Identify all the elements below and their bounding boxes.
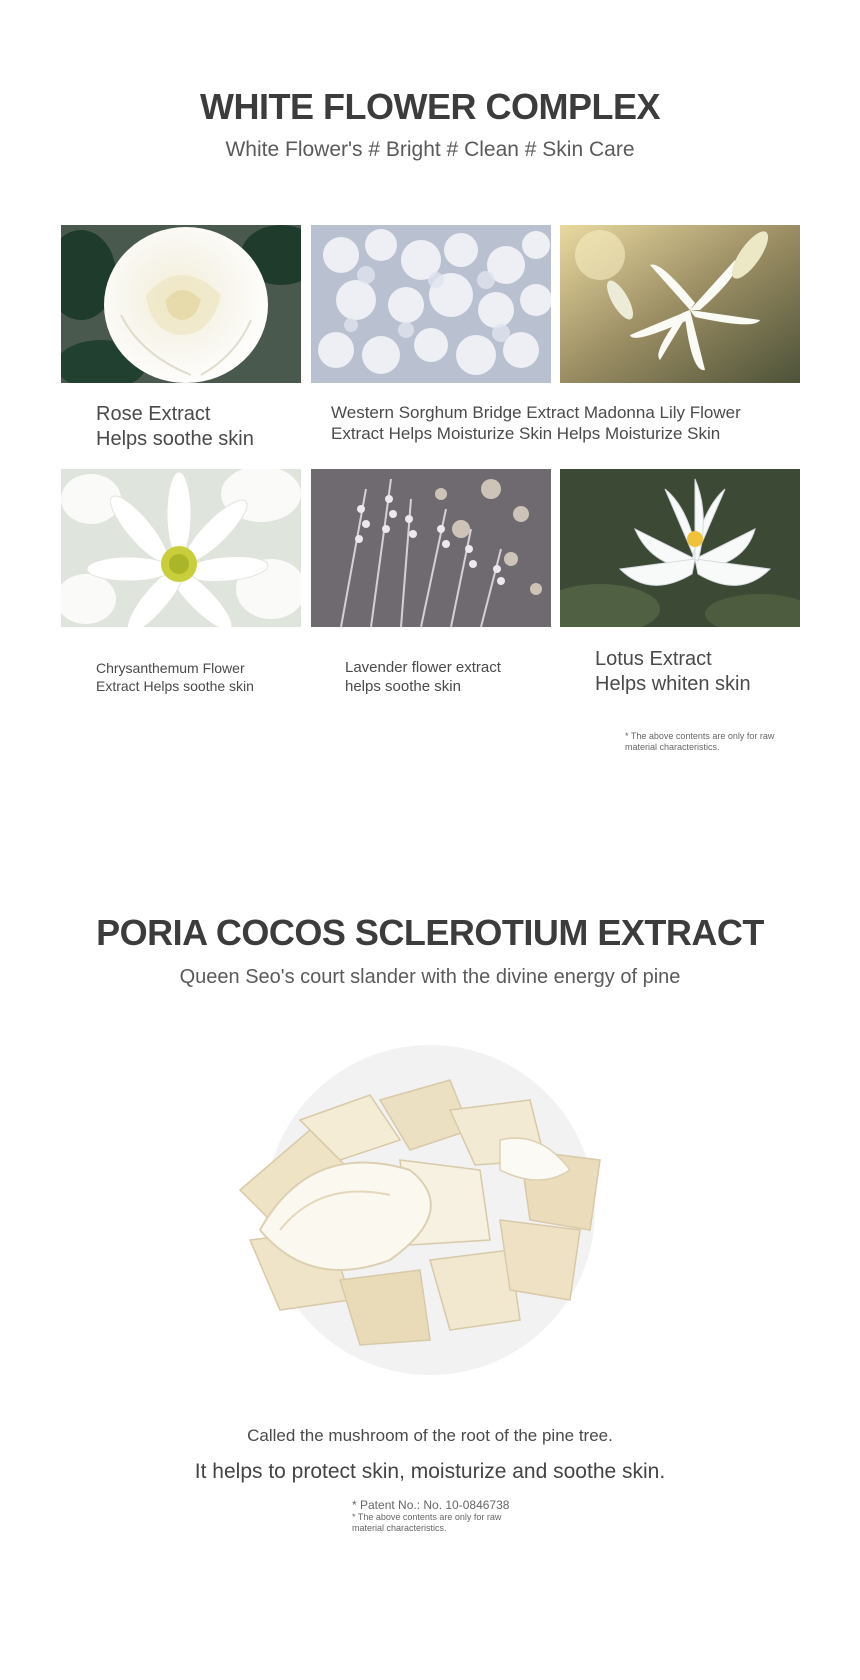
lavender-image xyxy=(311,469,551,627)
section2-note-line2: material characteristics. xyxy=(352,1522,447,1533)
lavender-caption-line1: Lavender flower extract xyxy=(345,659,501,676)
section2-note-line1: * The above contents are only for raw xyxy=(352,1512,502,1522)
lavender-caption xyxy=(345,659,501,697)
hydrangea-image xyxy=(311,225,551,383)
sorghum-lily-caption xyxy=(331,402,741,445)
rose-caption-line1: Rose Extract xyxy=(96,403,211,425)
sorghum-lily-caption-line1: Western Sorghum Bridge Extract Madonna Lily Flower xyxy=(331,403,741,422)
poria-image xyxy=(200,1040,660,1380)
chrysanthemum-caption-line2: Extract Helps soothe skin xyxy=(96,677,254,694)
chrysanthemum-caption-line1: Chrysanthemum Flower xyxy=(96,660,245,676)
lotus-caption xyxy=(595,647,751,697)
poria-line2: It helps to protect skin, moisturize and soothe skin. xyxy=(194,1460,666,1483)
patent-number: * Patent No.: No. 10-0846738 xyxy=(352,1498,510,1512)
rose-image xyxy=(61,225,301,383)
section1-note-line2: material characteristics. xyxy=(625,741,720,752)
poria-title: PORIA COCOS SCLEROTIUM EXTRACT xyxy=(96,912,764,953)
poria-subtitle: Queen Seo's court slander with the divine energy of pine xyxy=(179,966,681,988)
lotus-image xyxy=(560,469,800,627)
white-flower-subtitle: White Flower's # Bright # Clean # Skin Care xyxy=(225,138,635,161)
lotus-caption-line1: Lotus Extract xyxy=(595,648,712,670)
white-flower-title: WHITE FLOWER COMPLEX xyxy=(200,86,660,127)
chrysanthemum-caption xyxy=(96,660,254,695)
lily-image xyxy=(560,225,800,383)
rose-caption xyxy=(96,402,254,452)
rose-caption-line2: Helps soothe skin xyxy=(96,428,254,450)
poria-line1: Called the mushroom of the root of the pine tree. xyxy=(247,1426,613,1445)
section1-note-line1: * The above contents are only for raw xyxy=(625,731,775,741)
section1-note xyxy=(625,731,774,753)
sorghum-lily-caption-line2: Extract Helps Moisturize Skin Helps Moisturize Skin xyxy=(331,424,721,444)
daisy-image xyxy=(61,469,301,627)
lavender-caption-line2: helps soothe skin xyxy=(345,677,461,695)
section2-note xyxy=(352,1512,501,1534)
lotus-caption-line2: Helps whiten skin xyxy=(595,673,751,695)
